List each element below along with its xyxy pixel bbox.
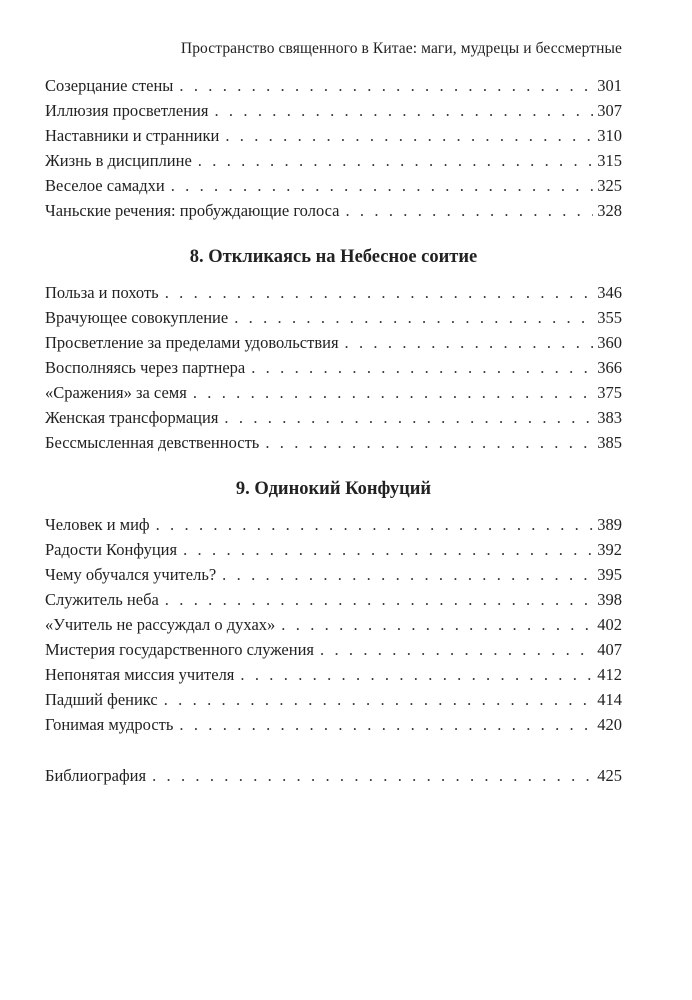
toc-entry-page: 412 bbox=[597, 665, 622, 684]
toc-entry-title: Гонимая мудрость bbox=[45, 715, 174, 734]
toc-entry-page: 389 bbox=[597, 515, 622, 534]
toc-entry bbox=[45, 587, 622, 612]
dot-leader bbox=[164, 687, 594, 712]
toc-entry-title: Польза и похоть bbox=[45, 283, 159, 302]
toc-entry-page: 392 bbox=[597, 540, 622, 559]
dot-leader bbox=[345, 198, 593, 223]
dot-leader bbox=[165, 587, 593, 612]
toc-entry-page: 310 bbox=[597, 126, 622, 145]
toc-entry-page: 398 bbox=[597, 590, 622, 609]
toc-entry bbox=[45, 123, 622, 148]
dot-leader bbox=[225, 123, 593, 148]
dot-leader bbox=[281, 612, 593, 637]
dot-leader bbox=[240, 662, 593, 687]
toc-entry-page: 355 bbox=[597, 308, 622, 327]
dot-leader bbox=[179, 712, 593, 737]
toc-entry-page: 420 bbox=[597, 715, 622, 734]
toc-entry-title: «Сражения» за семя bbox=[45, 383, 187, 402]
toc-entry bbox=[45, 198, 622, 223]
toc-entry-page: 315 bbox=[597, 151, 622, 170]
toc-entry-page: 395 bbox=[597, 565, 622, 584]
toc-entry-title: Радости Конфуция bbox=[45, 540, 178, 559]
dot-leader bbox=[224, 405, 593, 430]
toc-entry bbox=[45, 148, 622, 173]
running-head: Пространство священного в Китае: маги, мудрецы и бессмертные bbox=[180, 40, 622, 57]
toc-entry-page: 425 bbox=[597, 766, 622, 785]
toc-entry bbox=[45, 280, 622, 305]
toc-entry-page: 407 bbox=[597, 640, 622, 659]
toc-entry-page: 360 bbox=[597, 333, 622, 352]
dot-leader bbox=[193, 380, 593, 405]
toc-entry-page: 328 bbox=[597, 201, 622, 220]
toc-entry bbox=[45, 637, 622, 662]
dot-leader bbox=[183, 537, 593, 562]
toc-entry bbox=[45, 430, 622, 455]
toc-entry-page: 307 bbox=[597, 101, 622, 120]
toc-entry bbox=[45, 562, 622, 587]
toc-entry-title: Библиография bbox=[45, 766, 147, 785]
toc-entry bbox=[45, 173, 622, 198]
chapter-heading: 8. Откликаясь на Небесное соитие bbox=[189, 247, 478, 267]
dot-leader bbox=[214, 98, 593, 123]
toc-entry-title: Наставники и странники bbox=[45, 126, 220, 145]
toc-entry bbox=[45, 512, 622, 537]
toc-entry-title: Служитель неба bbox=[45, 590, 159, 609]
toc-entry bbox=[45, 662, 622, 687]
toc-entry bbox=[45, 380, 622, 405]
toc-entry bbox=[45, 330, 622, 355]
toc-entry-title: Чаньские речения: пробуждающие голоса bbox=[45, 201, 340, 220]
toc-entry bbox=[45, 537, 622, 562]
dot-leader bbox=[179, 73, 593, 98]
toc-entry-title: Просветление за пределами удовольствия bbox=[45, 333, 339, 352]
dot-leader bbox=[165, 280, 594, 305]
toc-entry bbox=[45, 305, 622, 330]
chapter-heading: 9. Одинокий Конфуций bbox=[235, 479, 432, 499]
dot-leader bbox=[234, 305, 593, 330]
dot-leader bbox=[152, 763, 593, 788]
toc-entry bbox=[45, 98, 622, 123]
toc-entry-page: 301 bbox=[597, 76, 622, 95]
toc-entry-bibliography bbox=[45, 763, 622, 788]
dot-leader bbox=[251, 355, 593, 380]
toc-entry bbox=[45, 405, 622, 430]
toc-entry-title: Иллюзия просветления bbox=[45, 101, 209, 120]
toc-entry bbox=[45, 355, 622, 380]
toc-entry-title: «Учитель не рассуждал о духах» bbox=[45, 615, 276, 634]
dot-leader bbox=[156, 512, 594, 537]
toc-entry-title: Врачующее совокупление bbox=[45, 308, 229, 327]
toc-entry-title: Падший феникс bbox=[45, 690, 158, 709]
toc-entry bbox=[45, 687, 622, 712]
toc-entry-title: Веселое самадхи bbox=[45, 176, 165, 195]
toc-entry-page: 402 bbox=[597, 615, 622, 634]
dot-leader bbox=[320, 637, 593, 662]
toc-entry-page: 375 bbox=[597, 383, 622, 402]
toc-entry-title: Человек и миф bbox=[45, 515, 150, 534]
toc-entry bbox=[45, 612, 622, 637]
toc-entry-page: 414 bbox=[597, 690, 622, 709]
toc-entry-title: Чему обучался учитель? bbox=[45, 565, 217, 584]
toc-entry-title: Бессмысленная девственность bbox=[45, 433, 260, 452]
toc-entry-title: Созерцание стены bbox=[45, 76, 174, 95]
toc-entry bbox=[45, 73, 622, 98]
toc-entry-title: Восполняясь через партнера bbox=[45, 358, 246, 377]
toc-entry-title: Жизнь в дисциплине bbox=[45, 151, 192, 170]
toc-entry bbox=[45, 712, 622, 737]
dot-leader bbox=[198, 148, 593, 173]
toc-entry-page: 385 bbox=[597, 433, 622, 452]
dot-leader bbox=[222, 562, 593, 587]
dot-leader bbox=[265, 430, 593, 455]
toc-entry-page: 366 bbox=[597, 358, 622, 377]
dot-leader bbox=[345, 330, 594, 355]
toc-entry-page: 325 bbox=[597, 176, 622, 195]
dot-leader bbox=[171, 173, 594, 198]
toc-entry-title: Женская трансформация bbox=[45, 408, 219, 427]
toc-entry-page: 346 bbox=[597, 283, 622, 302]
toc-entry-title: Мистерия государственного служения bbox=[45, 640, 314, 659]
toc-entry-page: 383 bbox=[597, 408, 622, 427]
toc-entry-title: Непонятая миссия учителя bbox=[45, 665, 235, 684]
table-of-contents bbox=[45, 73, 622, 788]
